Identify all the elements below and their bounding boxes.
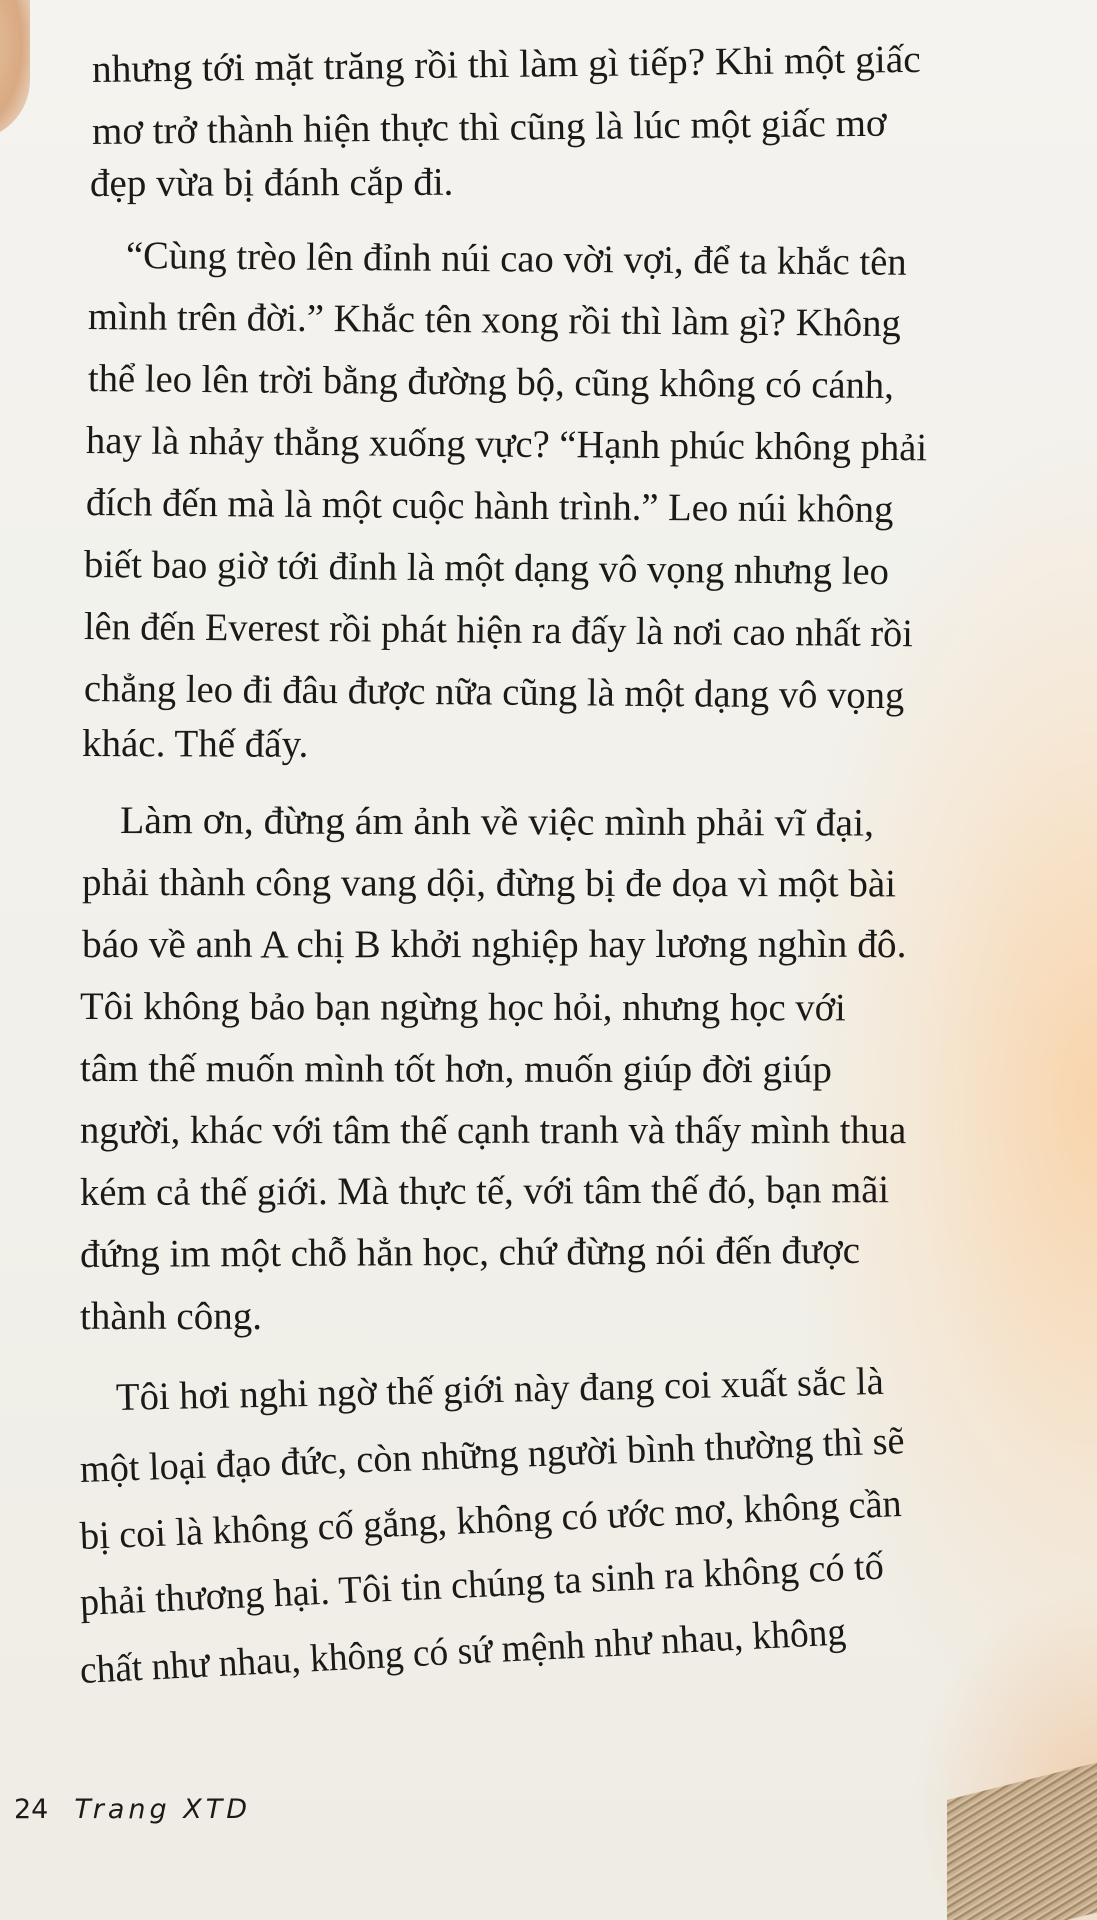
text-line: “Cùng trèo lên đỉnh núi cao vời vợi, để ta khắc tên xyxy=(125,234,907,284)
page-number: 24 xyxy=(14,1794,49,1825)
footer-author: Trang XTD xyxy=(74,1794,252,1825)
text-line: bị coi là không cố gắng, không có ước mơ, không cần xyxy=(79,1482,903,1558)
text-line: chẳng leo đi đâu được nữa cũng là một dạng vô vọng xyxy=(83,667,905,718)
text-line: thể leo lên trời bằng đường bộ, cũng không có cánh, xyxy=(87,357,895,408)
text-line: kém cả thế giới. Mà thực tế, với tâm thế đó, bạn mãi xyxy=(79,1168,890,1214)
text-line: biết bao giờ tới đỉnh là một dạng vô vọng nhưng leo xyxy=(83,543,890,594)
text-line: đích đến mà là một cuộc hành trình.” Leo núi không xyxy=(85,481,894,532)
text-line: thành công. xyxy=(80,1295,262,1338)
text-line: Tôi hơi nghi ngờ thế giới này đang coi xuất sắc là xyxy=(115,1359,885,1419)
text-line: đứng im một chỗ hẳn học, chứ đừng nói đến được xyxy=(79,1228,861,1276)
text-line: Tôi không bảo bạn ngừng học hỏi, nhưng học với xyxy=(79,985,846,1030)
text-line: nhưng tới mặt trăng rồi thì làm gì tiếp? Khi một giấc xyxy=(91,37,921,91)
text-line: hay là nhảy thẳng xuống vực? “Hạnh phúc không phải xyxy=(85,419,928,470)
text-line: báo về anh A chị B khởi nghiệp hay lương nghìn đô. xyxy=(82,923,907,966)
text-line: phải thành công vang dội, đừng bị đe dọa vì một bài xyxy=(81,861,897,906)
text-line: lên đến Everest rồi phát hiện ra đấy là nơi cao nhất rồi xyxy=(83,605,914,656)
text-line: phải thương hại. Tôi tin chúng ta sinh ra không có tố xyxy=(79,1544,885,1624)
text-line: mơ trở thành hiện thực thì cũng là lúc một giấc mơ xyxy=(91,101,887,153)
text-line: người, khác với tâm thế cạnh tranh và thấy mình thua xyxy=(80,1109,907,1152)
text-line: chất như nhau, không có sứ mệnh như nhau, không xyxy=(78,1610,848,1692)
text-line: khác. Thế đấy. xyxy=(81,722,309,766)
page-footer xyxy=(14,1794,251,1825)
text-line: Làm ơn, đừng ám ảnh về việc mình phải vĩ đại, xyxy=(119,799,875,845)
text-line: tâm thế muốn mình tốt hơn, muốn giúp đời giúp xyxy=(79,1047,832,1092)
text-line: đẹp vừa bị đánh cắp đi. xyxy=(89,160,454,205)
text-line: mình trên đời.” Khắc tên xong rồi thì làm gì? Không xyxy=(87,295,901,346)
text-line: một loại đạo đức, còn những người bình thường thì sẽ xyxy=(79,1419,906,1491)
